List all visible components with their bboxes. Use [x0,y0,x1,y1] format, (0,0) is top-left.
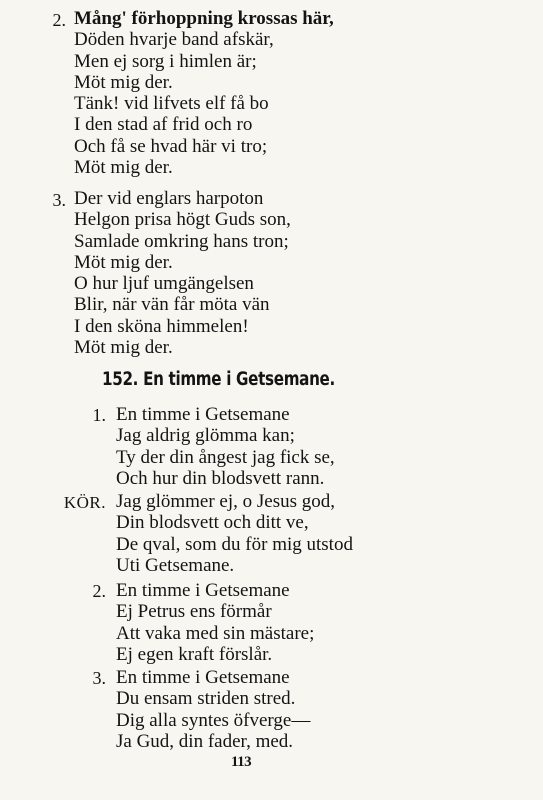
verse-line: Blir, när vän får möta vän [74,294,270,316]
page-number: 113 [231,754,252,770]
verse-line: Din blodsvett och ditt ve, [116,512,309,534]
verse-line: Men ej sorg i himlen är; [74,50,257,72]
verse-line: De qval, som du för mig utstod [116,533,353,555]
verse-line: Tänk! vid lifvets elf få bo [74,93,269,115]
chorus-label: KÖR. [63,493,106,512]
verse-line: Möt mig der. [74,71,173,93]
verse-line: Och hur din blodsvett rann. [116,467,325,489]
verse-line: O hur ljuf umgängelsen [74,273,254,295]
stanza-number: 3. [52,190,66,210]
verse-line: En timme i Getsemane [116,404,290,425]
stanza-number: 3. [92,668,106,688]
verse-line: I den sköna himmelen! [74,315,249,337]
verse-line: En timme i Getsemane [116,580,290,601]
verse-line: Der vid englars harpoton [74,188,264,209]
verse-line: Att vaka med sin mästare; [116,622,315,644]
verse-line: Ej Petrus ens förmår [116,601,272,623]
verse-line: Jag aldrig glömma kan; [116,425,295,447]
verse-line: Uti Getsemane. [116,554,235,576]
verse-line: Ej egen kraft förslår. [116,643,273,665]
stanza-number: 2. [92,581,106,601]
stanza-number: 2. [52,10,66,30]
verse-line: Jag glömmer ej, o Jesus god, [116,491,336,512]
verse-line: Samlade omkring hans tron; [74,230,289,252]
verse-line: Ty der din ångest jag fick se, [116,446,335,468]
verse-line: Döden hvarje band afskär, [74,29,274,51]
verse-line: Dig alla syntes öfverge— [116,709,311,731]
verse-line: Möt mig der. [74,157,173,179]
verse-line: Helgon prisa högt Guds son, [74,209,291,231]
verse-line: Och få se hvad här vi tro; [74,135,268,157]
verse-line: En timme i Getsemane [116,667,290,688]
hymn-title: 152. En timme i Getsemane. [102,369,335,390]
verse-line: Ja Gud, din fader, med. [116,730,294,752]
verse-line: Möt mig der. [74,337,173,359]
verse-line: Mång' förhoppning krossas här, [74,8,334,29]
stanza-number: 1. [92,405,106,425]
verse-line: Möt mig der. [74,251,173,273]
verse-line: Du ensam striden stred. [116,688,296,710]
verse-line: I den stad af frid och ro [74,114,253,136]
